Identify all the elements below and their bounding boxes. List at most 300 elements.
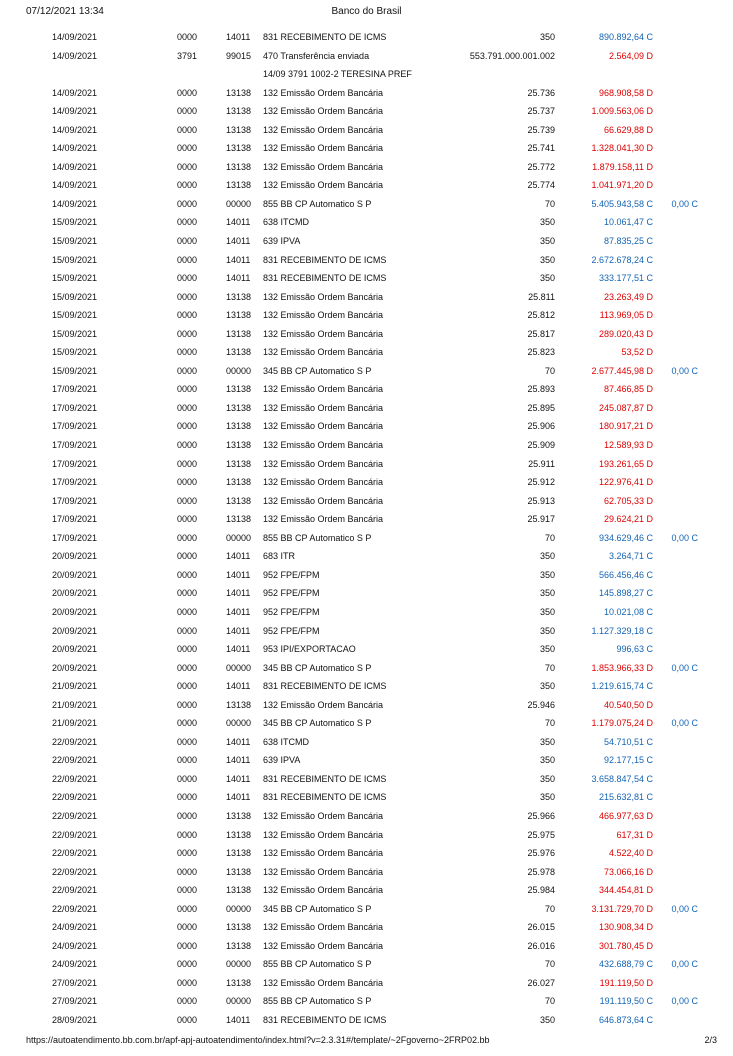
row-historico: 831 RECEBIMENTO DE ICMS xyxy=(263,32,387,42)
row-valor: 12.589,93 D xyxy=(603,440,653,451)
row-valor: 1.009.563,06 D xyxy=(591,106,653,117)
table-row xyxy=(0,269,733,288)
row-historico: 132 Emissão Ordem Bancária xyxy=(263,440,384,451)
row-historico: 639 IPVA xyxy=(263,236,301,247)
row-lote: 13138 xyxy=(226,848,252,859)
row-agencia: 0000 xyxy=(177,254,198,265)
row-documento: 350 xyxy=(539,625,555,636)
table-row xyxy=(0,640,733,659)
row-historico: 132 Emissão Ordem Bancária xyxy=(263,161,384,172)
row-agencia: 0000 xyxy=(177,384,198,395)
table-row xyxy=(0,955,733,974)
row-valor: 3.264,71 C xyxy=(608,551,653,562)
row-lote: 00000 xyxy=(226,662,252,673)
row-lote: 14011 xyxy=(226,273,251,284)
row-date: 15/09/2021 xyxy=(52,347,98,358)
row-documento: 25.913 xyxy=(527,495,555,506)
row-valor: 215.632,81 C xyxy=(598,792,653,803)
row-date: 22/09/2021 xyxy=(52,792,98,803)
row-valor: 53,52 D xyxy=(621,347,653,358)
row-agencia: 0000 xyxy=(177,440,198,451)
row-valor: 996,63 C xyxy=(616,644,653,655)
row-agencia: 0000 xyxy=(177,625,198,636)
row-historico: 953 IPI/EXPORTACAO xyxy=(263,644,356,655)
row-agencia: 0000 xyxy=(177,495,198,506)
table-row xyxy=(0,844,733,863)
table-row xyxy=(0,584,733,603)
row-documento: 350 xyxy=(539,551,555,562)
table-row xyxy=(0,807,733,826)
row-saldo: 0,00 C xyxy=(671,903,698,914)
row-historico: 345 BB CP Automatico S P xyxy=(263,662,372,673)
row-agencia: 0000 xyxy=(177,180,198,191)
row-agencia: 0000 xyxy=(177,940,198,951)
row-historico: 132 Emissão Ordem Bancária xyxy=(263,402,384,413)
page-url: https://autoatendimento.bb.com.br/apf-apj-autoatendimento/index.html?v=2.3.31#/template/~2Fgoverno~2FRP02.bb xyxy=(26,1035,490,1045)
row-documento: 350 xyxy=(539,755,555,766)
row-historico: 132 Emissão Ordem Bancária xyxy=(263,848,384,859)
row-valor: 1.041.971,20 D xyxy=(591,180,653,191)
row-historico: 132 Emissão Ordem Bancária xyxy=(263,477,384,488)
row-date: 17/09/2021 xyxy=(52,532,98,543)
row-historico: 132 Emissão Ordem Bancária xyxy=(263,291,384,302)
page-title: Banco do Brasil xyxy=(331,6,402,17)
table-row xyxy=(0,158,733,177)
row-lote: 13138 xyxy=(226,384,252,395)
row-lote: 13138 xyxy=(226,347,252,358)
row-historico: 855 BB CP Automatico S P xyxy=(263,198,372,209)
row-lote: 14011 xyxy=(226,681,251,692)
row-date: 15/09/2021 xyxy=(52,236,98,247)
row-valor: 1.127.329,18 C xyxy=(591,625,653,636)
table-row xyxy=(0,863,733,882)
page-number: 2/3 xyxy=(704,1035,717,1045)
row-lote: 14011 xyxy=(226,236,251,247)
row-valor: 66.629,88 D xyxy=(603,124,653,135)
row-historico: 345 BB CP Automatico S P xyxy=(263,718,372,729)
row-valor: 5.405.943,58 C xyxy=(591,198,653,209)
row-date: 14/09/2021 xyxy=(52,143,98,154)
row-lote: 13138 xyxy=(226,87,252,98)
table-row xyxy=(0,288,733,307)
table-row xyxy=(0,251,733,270)
table-row xyxy=(0,937,733,956)
row-date: 14/09/2021 xyxy=(52,161,98,172)
row-lote: 13138 xyxy=(226,699,252,710)
row-agencia: 0000 xyxy=(177,347,198,358)
row-agencia: 0000 xyxy=(177,922,198,933)
row-documento: 26.015 xyxy=(527,922,555,933)
row-valor: 646.873,64 C xyxy=(598,1014,653,1025)
row-date: 20/09/2021 xyxy=(52,662,98,673)
row-saldo: 0,00 C xyxy=(671,198,698,209)
statement-table xyxy=(0,28,733,1030)
row-agencia: 0000 xyxy=(177,32,198,42)
row-date: 22/09/2021 xyxy=(52,866,98,877)
row-agencia: 0000 xyxy=(177,514,198,525)
table-row xyxy=(0,603,733,622)
table-row xyxy=(0,47,733,66)
row-valor: 617,31 D xyxy=(616,829,653,840)
row-lote: 13138 xyxy=(226,940,252,951)
table-row xyxy=(0,566,733,585)
row-lote: 13138 xyxy=(226,458,252,469)
row-agencia: 0000 xyxy=(177,848,198,859)
row-agencia: 0000 xyxy=(177,569,198,580)
row-lote: 00000 xyxy=(226,198,252,209)
row-documento: 25.917 xyxy=(527,514,555,525)
row-historico: 132 Emissão Ordem Bancária xyxy=(263,829,384,840)
row-documento: 25.736 xyxy=(527,87,555,98)
row-documento: 25.984 xyxy=(527,885,555,896)
print-footer xyxy=(0,1035,733,1049)
table-row xyxy=(0,84,733,103)
row-documento: 26.027 xyxy=(527,977,555,988)
row-documento: 350 xyxy=(539,736,555,747)
table-row xyxy=(0,992,733,1011)
row-agencia: 0000 xyxy=(177,736,198,747)
row-lote: 00000 xyxy=(226,903,252,914)
row-date: 22/09/2021 xyxy=(52,736,98,747)
row-agencia: 0000 xyxy=(177,829,198,840)
row-date: 27/09/2021 xyxy=(52,977,98,988)
row-historico: 345 BB CP Automatico S P xyxy=(263,365,372,376)
print-header xyxy=(0,6,733,20)
row-saldo: 0,00 C xyxy=(671,718,698,729)
row-lote: 13138 xyxy=(226,495,252,506)
row-documento: 26.016 xyxy=(527,940,555,951)
row-date: 22/09/2021 xyxy=(52,885,98,896)
row-documento: 350 xyxy=(539,32,555,42)
row-lote: 13138 xyxy=(226,977,252,988)
row-saldo: 0,00 C xyxy=(671,959,698,970)
row-valor: 4.522,40 D xyxy=(608,848,653,859)
table-row xyxy=(0,714,733,733)
row-date: 15/09/2021 xyxy=(52,254,98,265)
row-date: 14/09/2021 xyxy=(52,87,98,98)
row-lote: 13138 xyxy=(226,421,252,432)
row-documento: 553.791.000.001.002 xyxy=(469,50,555,61)
row-agencia: 0000 xyxy=(177,402,198,413)
table-row xyxy=(0,380,733,399)
row-documento: 70 xyxy=(544,959,555,970)
row-valor: 10.061,47 C xyxy=(603,217,653,228)
row-documento: 25.737 xyxy=(527,106,555,117)
row-valor: 87.835,25 C xyxy=(603,236,653,247)
table-row xyxy=(0,510,733,529)
row-lote: 13138 xyxy=(226,829,252,840)
row-documento: 70 xyxy=(544,662,555,673)
row-documento: 25.978 xyxy=(527,866,555,877)
row-documento: 25.966 xyxy=(527,810,555,821)
row-documento: 25.912 xyxy=(527,477,555,488)
row-lote: 00000 xyxy=(226,959,252,970)
table-row xyxy=(0,306,733,325)
row-lote: 14011 xyxy=(226,254,251,265)
row-saldo: 0,00 C xyxy=(671,365,698,376)
row-date: 22/09/2021 xyxy=(52,773,98,784)
row-date: 17/09/2021 xyxy=(52,514,98,525)
row-documento: 70 xyxy=(544,532,555,543)
row-historico: 639 IPVA xyxy=(263,755,301,766)
row-historico: 132 Emissão Ordem Bancária xyxy=(263,143,384,154)
row-date: 21/09/2021 xyxy=(52,699,98,710)
row-valor: 193.261,65 D xyxy=(598,458,653,469)
row-date: 17/09/2021 xyxy=(52,402,98,413)
row-saldo: 0,00 C xyxy=(671,996,698,1007)
row-lote: 14011 xyxy=(226,551,251,562)
row-documento: 350 xyxy=(539,273,555,284)
table-row xyxy=(0,232,733,251)
row-valor: 92.177,15 C xyxy=(603,755,653,766)
row-documento: 25.739 xyxy=(527,124,555,135)
row-historico: 132 Emissão Ordem Bancária xyxy=(263,885,384,896)
row-lote: 13138 xyxy=(226,180,252,191)
row-valor: 1.853.966,33 D xyxy=(591,662,653,673)
row-valor: 145.898,27 C xyxy=(598,588,653,599)
row-lote: 13138 xyxy=(226,477,252,488)
row-date: 24/09/2021 xyxy=(52,959,98,970)
row-documento: 25.975 xyxy=(527,829,555,840)
row-documento: 70 xyxy=(544,365,555,376)
row-valor: 466.977,63 D xyxy=(598,810,653,821)
row-historico: 683 ITR xyxy=(263,551,296,562)
row-date: 20/09/2021 xyxy=(52,569,98,580)
row-historico: 831 RECEBIMENTO DE ICMS xyxy=(263,254,387,265)
table-row xyxy=(0,213,733,232)
row-lote: 14011 xyxy=(226,32,251,42)
row-lote: 13138 xyxy=(226,143,252,154)
row-historico: 132 Emissão Ordem Bancária xyxy=(263,180,384,191)
row-lote: 13138 xyxy=(226,291,252,302)
row-agencia: 0000 xyxy=(177,644,198,655)
table-row xyxy=(0,473,733,492)
row-valor: 2.672.678,24 C xyxy=(591,254,653,265)
row-date: 14/09/2021 xyxy=(52,180,98,191)
row-lote: 14011 xyxy=(226,755,251,766)
row-documento: 70 xyxy=(544,718,555,729)
row-agencia: 0000 xyxy=(177,273,198,284)
row-valor: 130.908,34 D xyxy=(598,922,653,933)
row-agencia: 0000 xyxy=(177,236,198,247)
row-agencia: 0000 xyxy=(177,198,198,209)
row-documento: 70 xyxy=(544,198,555,209)
row-date: 17/09/2021 xyxy=(52,384,98,395)
row-date: 17/09/2021 xyxy=(52,440,98,451)
row-date: 27/09/2021 xyxy=(52,996,98,1007)
row-lote: 00000 xyxy=(226,718,252,729)
row-agencia: 0000 xyxy=(177,1014,198,1025)
row-agencia: 0000 xyxy=(177,773,198,784)
row-documento: 25.772 xyxy=(527,161,555,172)
row-agencia: 0000 xyxy=(177,87,198,98)
row-agencia: 0000 xyxy=(177,421,198,432)
row-documento: 25.823 xyxy=(527,347,555,358)
row-valor: 3.131.729,70 D xyxy=(591,903,653,914)
row-date: 15/09/2021 xyxy=(52,365,98,376)
row-documento: 350 xyxy=(539,773,555,784)
row-historico: 132 Emissão Ordem Bancária xyxy=(263,384,384,395)
row-agencia: 0000 xyxy=(177,810,198,821)
row-documento: 25.774 xyxy=(527,180,555,191)
row-date: 15/09/2021 xyxy=(52,291,98,302)
row-date: 22/09/2021 xyxy=(52,829,98,840)
table-row xyxy=(0,881,733,900)
table-row xyxy=(0,176,733,195)
row-lote: 14011 xyxy=(226,588,251,599)
table-row xyxy=(0,325,733,344)
row-valor: 289.020,43 D xyxy=(598,328,653,339)
table-row xyxy=(0,492,733,511)
row-valor: 180.917,21 D xyxy=(598,421,653,432)
row-date: 20/09/2021 xyxy=(52,588,98,599)
table-row xyxy=(0,195,733,214)
table-row xyxy=(0,677,733,696)
row-lote: 13138 xyxy=(226,124,252,135)
row-documento: 350 xyxy=(539,254,555,265)
row-documento: 25.946 xyxy=(527,699,555,710)
row-agencia: 0000 xyxy=(177,996,198,1007)
row-historico: 855 BB CP Automatico S P xyxy=(263,996,372,1007)
row-documento: 350 xyxy=(539,217,555,228)
row-agencia: 0000 xyxy=(177,551,198,562)
table-row xyxy=(0,659,733,678)
row-date: 24/09/2021 xyxy=(52,922,98,933)
row-valor: 1.179.075,24 D xyxy=(591,718,653,729)
row-documento: 70 xyxy=(544,996,555,1007)
row-lote: 14011 xyxy=(226,792,251,803)
row-valor: 54.710,51 C xyxy=(603,736,653,747)
row-agencia: 0000 xyxy=(177,903,198,914)
row-valor: 62.705,33 D xyxy=(603,495,653,506)
row-historico: 132 Emissão Ordem Bancária xyxy=(263,940,384,951)
row-valor: 40.540,50 D xyxy=(603,699,653,710)
row-documento: 350 xyxy=(539,606,555,617)
row-historico: 132 Emissão Ordem Bancária xyxy=(263,495,384,506)
row-date: 20/09/2021 xyxy=(52,551,98,562)
row-valor: 113.969,05 D xyxy=(599,310,653,321)
table-row xyxy=(0,751,733,770)
row-historico: 132 Emissão Ordem Bancária xyxy=(263,124,384,135)
table-row xyxy=(0,529,733,548)
row-date: 22/09/2021 xyxy=(52,848,98,859)
row-historico: 831 RECEBIMENTO DE ICMS xyxy=(263,1014,387,1025)
row-valor: 968.908,58 D xyxy=(598,87,653,98)
row-agencia: 0000 xyxy=(177,291,198,302)
row-documento: 25.811 xyxy=(528,291,555,302)
row-valor: 23.263,49 D xyxy=(603,291,653,302)
row-documento: 350 xyxy=(539,236,555,247)
row-agencia: 0000 xyxy=(177,662,198,673)
table-row xyxy=(0,102,733,121)
row-lote: 13138 xyxy=(226,922,252,933)
row-agencia: 0000 xyxy=(177,866,198,877)
row-agencia: 3791 xyxy=(177,50,198,61)
row-date: 14/09/2021 xyxy=(52,50,98,61)
table-row xyxy=(0,1011,733,1030)
row-lote: 14011 xyxy=(226,625,251,636)
row-date: 21/09/2021 xyxy=(52,681,98,692)
row-agencia: 0000 xyxy=(177,606,198,617)
table-row xyxy=(0,362,733,381)
table-row xyxy=(0,788,733,807)
row-historico: 132 Emissão Ordem Bancária xyxy=(263,347,384,358)
row-agencia: 0000 xyxy=(177,977,198,988)
row-documento: 350 xyxy=(539,1014,555,1025)
row-saldo: 0,00 C xyxy=(671,662,698,673)
row-date: 15/09/2021 xyxy=(52,310,98,321)
row-historico: 132 Emissão Ordem Bancária xyxy=(263,421,384,432)
table-row xyxy=(0,918,733,937)
table-row xyxy=(0,65,733,84)
row-agencia: 0000 xyxy=(177,124,198,135)
row-valor: 890.892,64 C xyxy=(598,32,653,42)
row-agencia: 0000 xyxy=(177,143,198,154)
row-historico: 855 BB CP Automatico S P xyxy=(263,532,372,543)
row-historico: 952 FPE/FPM xyxy=(263,625,320,636)
row-historico: 831 RECEBIMENTO DE ICMS xyxy=(263,273,387,284)
table-row xyxy=(0,28,733,47)
table-row xyxy=(0,622,733,641)
row-date: 15/09/2021 xyxy=(52,328,98,339)
row-historico: 132 Emissão Ordem Bancária xyxy=(263,810,384,821)
table-row xyxy=(0,974,733,993)
row-lote: 13138 xyxy=(226,310,252,321)
row-lote: 13138 xyxy=(226,440,252,451)
row-date: 17/09/2021 xyxy=(52,495,98,506)
table-row xyxy=(0,139,733,158)
row-lote: 13138 xyxy=(226,514,252,525)
row-valor: 566.456,46 C xyxy=(598,569,653,580)
row-lote: 13138 xyxy=(226,885,252,896)
row-historico: 132 Emissão Ordem Bancária xyxy=(263,699,384,710)
row-agencia: 0000 xyxy=(177,959,198,970)
row-historico: 132 Emissão Ordem Bancária xyxy=(263,328,384,339)
row-historico: 345 BB CP Automatico S P xyxy=(263,903,372,914)
row-lote: 14011 xyxy=(226,736,251,747)
row-date: 21/09/2021 xyxy=(52,718,98,729)
table-row xyxy=(0,547,733,566)
row-documento: 25.906 xyxy=(527,421,555,432)
row-valor: 191.119,50 D xyxy=(599,977,653,988)
row-historico: 132 Emissão Ordem Bancária xyxy=(263,514,384,525)
row-documento: 25.911 xyxy=(528,458,555,469)
row-agencia: 0000 xyxy=(177,217,198,228)
row-lote: 13138 xyxy=(226,402,252,413)
row-lote: 00000 xyxy=(226,365,252,376)
row-lote: 14011 xyxy=(226,1014,251,1025)
row-date: 14/09/2021 xyxy=(52,124,98,135)
row-date: 20/09/2021 xyxy=(52,606,98,617)
row-documento: 25.895 xyxy=(527,402,555,413)
row-agencia: 0000 xyxy=(177,718,198,729)
row-valor: 245.087,87 D xyxy=(598,402,653,413)
row-lote: 00000 xyxy=(226,532,252,543)
row-lote: 13138 xyxy=(226,161,252,172)
row-date: 14/09/2021 xyxy=(52,198,98,209)
row-historico: 855 BB CP Automatico S P xyxy=(263,959,372,970)
row-lote: 13138 xyxy=(226,866,252,877)
row-lote: 14011 xyxy=(226,644,251,655)
table-row xyxy=(0,455,733,474)
row-agencia: 0000 xyxy=(177,328,198,339)
table-row xyxy=(0,900,733,919)
row-lote: 99015 xyxy=(226,50,252,61)
print-datetime: 07/12/2021 13:34 xyxy=(26,6,104,17)
table-row xyxy=(0,770,733,789)
row-valor: 29.624,21 D xyxy=(603,514,653,525)
row-agencia: 0000 xyxy=(177,588,198,599)
